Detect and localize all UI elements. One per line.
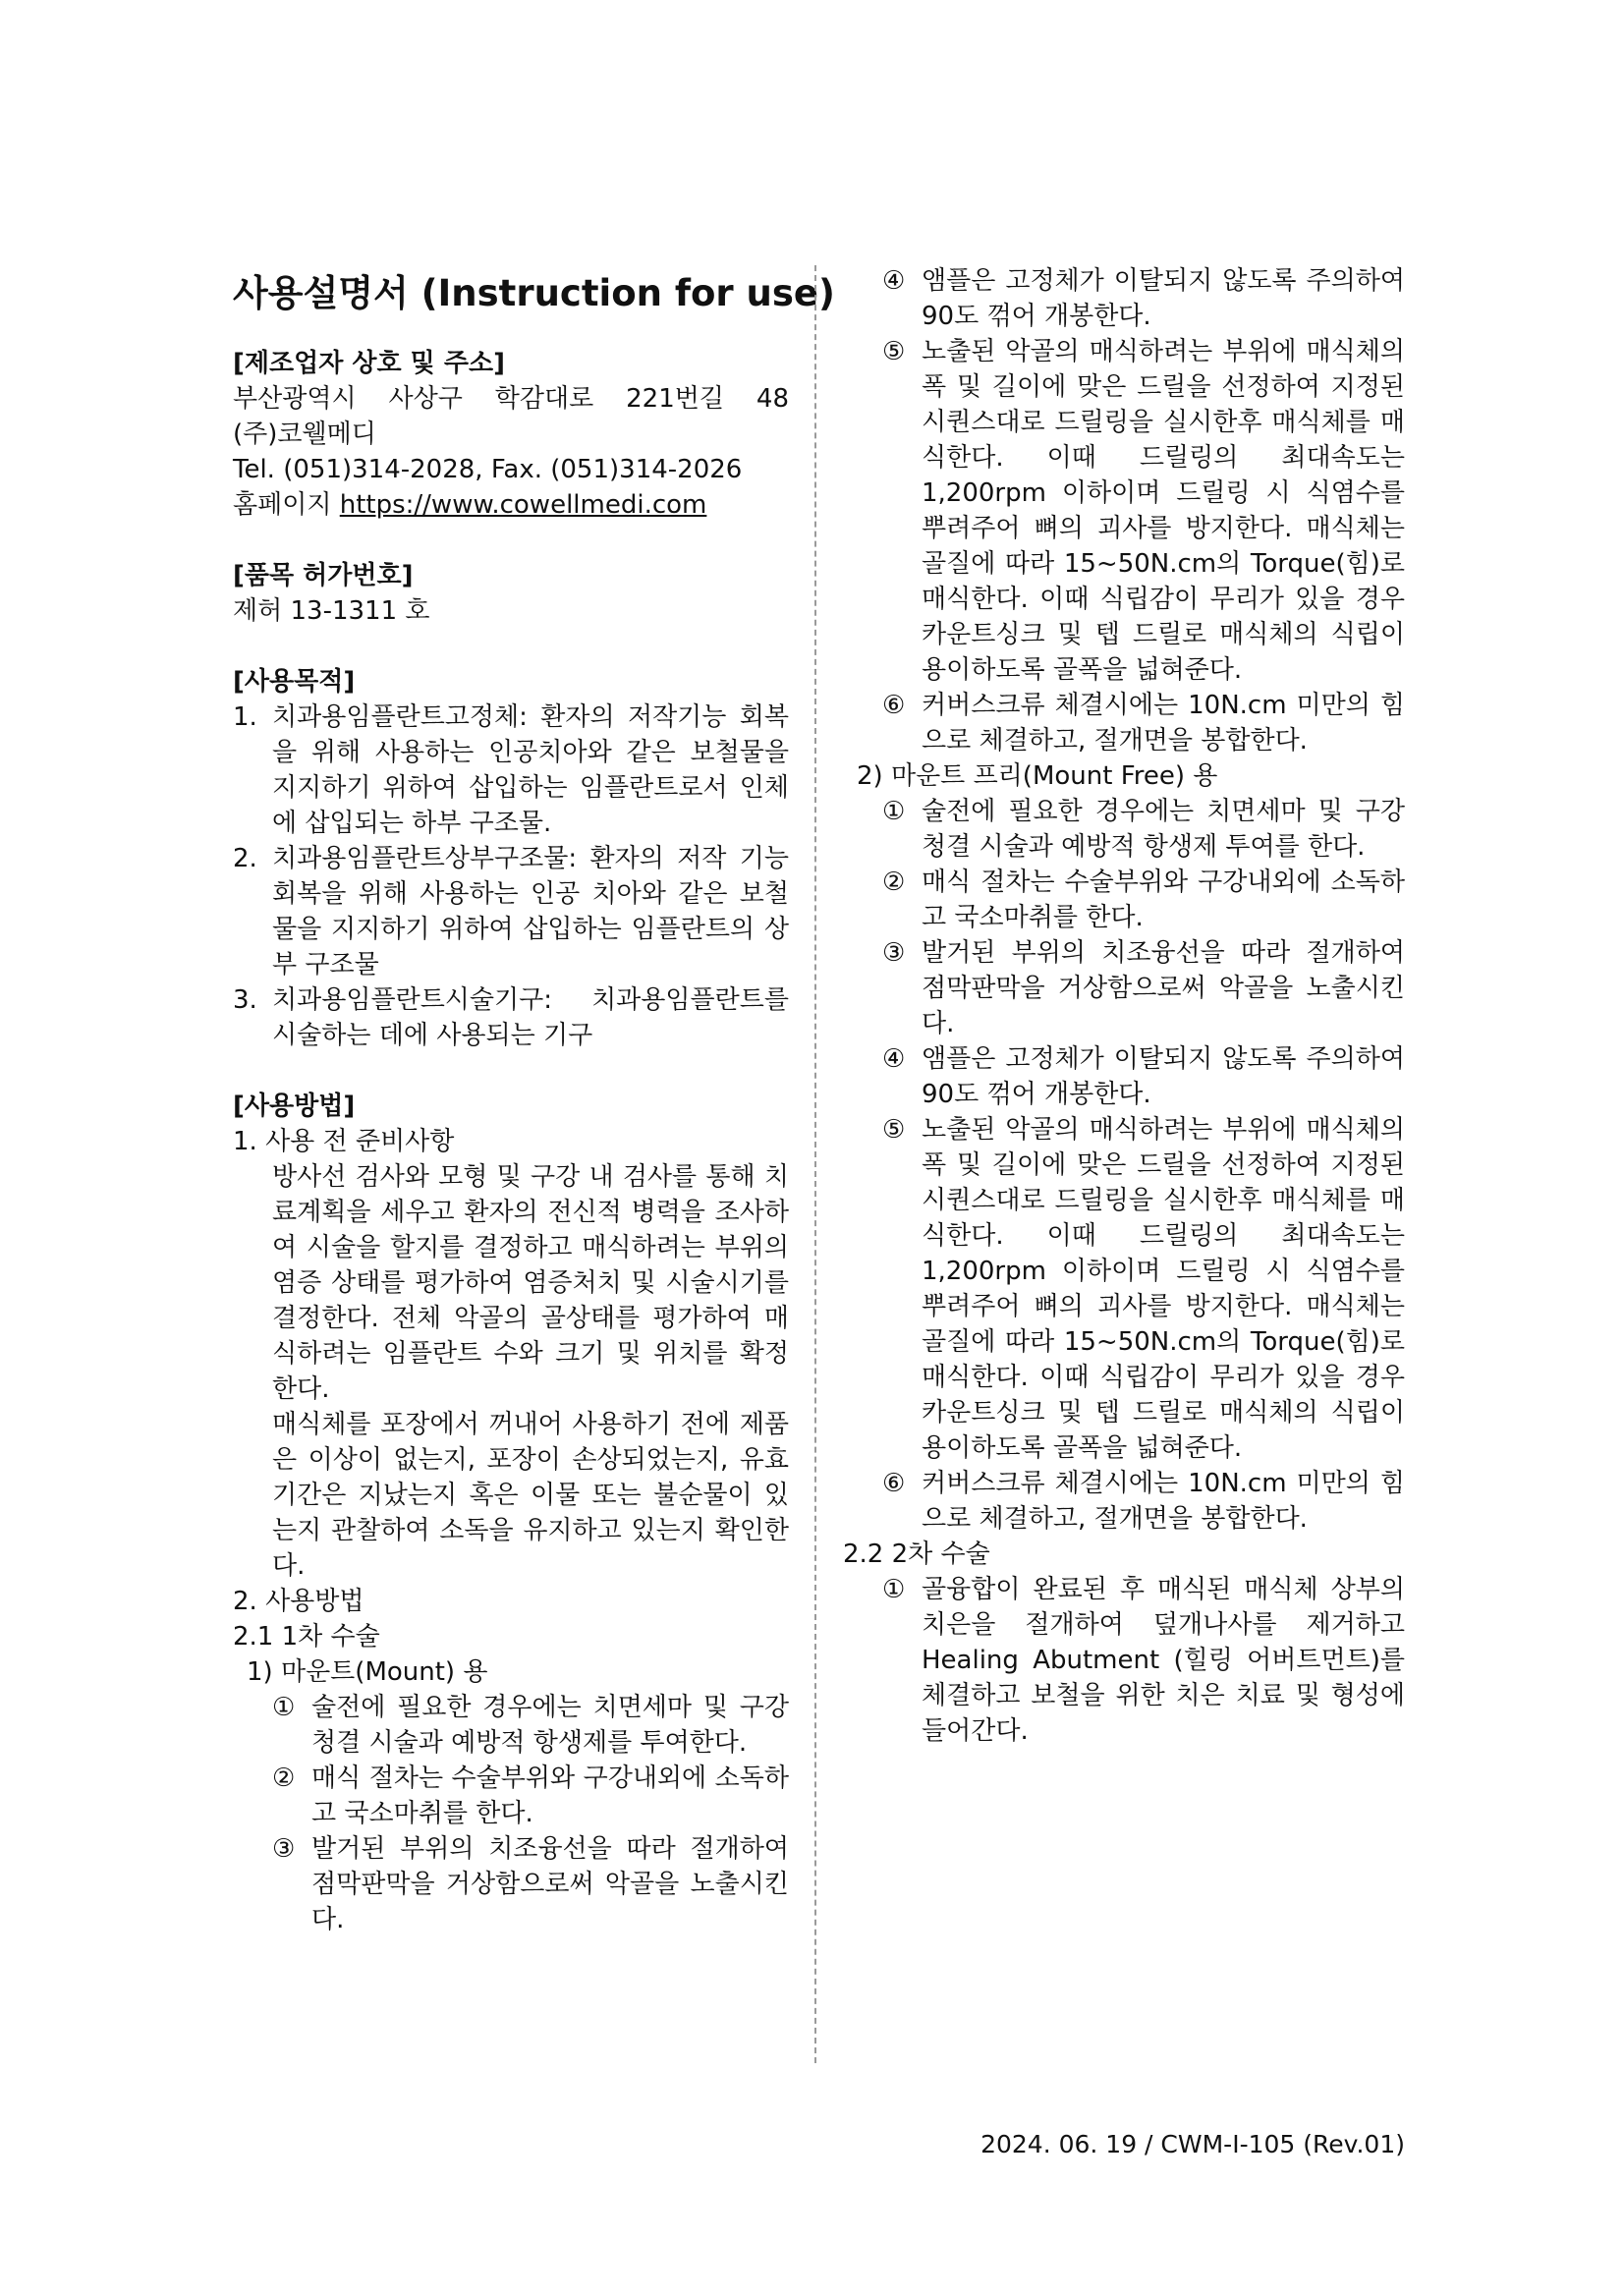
step-text: 노출된 악골의 매식하려는 부위에 매식체의 폭 및 길이에 맞은 드릴을 선정하여 지정된 시퀀스대로 드릴링을 실시한후 매식체를 매식한다. 이때 드릴링의 최대속도는 1,200rpm 이하이며 드릴링 시 식염수를 뿌려주어 뼈의 괴사를 방지한다. 매식체는 골질에 따라 15~50N.cm의 Torque(힘)로 매식한다. 이때 식립감이 무리가 있을 경우 카운트싱크 및 텝 드릴로 매식체의 식립이 용이하도록 골폭을 넓혀준다.: [922, 337, 1405, 685]
purpose-item: [233, 841, 789, 982]
step-mark: ⑥: [882, 691, 906, 720]
mount-step: [272, 1690, 789, 1761]
purpose-item-number: 3.: [233, 985, 257, 1015]
license-section: [233, 558, 789, 629]
manufacturer-homepage: [233, 487, 789, 523]
column-divider: [814, 265, 816, 2063]
manufacturer-heading: [제조업자 상호 및 주소]: [233, 349, 505, 378]
document-footer: 2024. 06. 19 / CWM-I-105 (Rev.01): [980, 2130, 1405, 2158]
method-section: [233, 1089, 789, 1937]
purpose-item-text: 치과용임플란트고정체: 환자의 저작기능 회복을 위해 사용하는 인공치아와 같은 보철물을 지지하기 위하여 삽입하는 임플란트로서 인체에 삽입되는 하부 구조물.: [272, 702, 789, 838]
step-mark: ④: [882, 266, 906, 296]
mount-free-steps: [843, 794, 1405, 1537]
mount-free-step: [882, 794, 1405, 865]
homepage-link[interactable]: https://www.cowellmedi.com: [339, 490, 707, 520]
mount-step: [272, 1761, 789, 1831]
second-steps: [843, 1572, 1405, 1749]
step-mark: ①: [272, 1693, 296, 1722]
step-mark: ⑤: [882, 337, 906, 366]
step-mark: ④: [882, 1044, 906, 1074]
purpose-item: [233, 700, 789, 841]
mount-free-step: [882, 1112, 1405, 1466]
step-text: 매식 절차는 수술부위와 구강내외에 소독하고 국소마취를 한다.: [311, 1764, 789, 1828]
step-mark: ②: [882, 868, 906, 897]
purpose-item: [233, 982, 789, 1053]
mount-steps: [233, 1690, 789, 1937]
purpose-heading: [사용목적]: [233, 667, 356, 697]
mount-step: [272, 1831, 789, 1937]
step-text: 커버스크류 체결시에는 10N.cm 미만의 힘으로 체결하고, 절개면을 봉합한다.: [922, 691, 1405, 756]
mount-free-step: [882, 1466, 1405, 1537]
prep-paragraph-2: 매식체를 포장에서 꺼내어 사용하기 전에 제품은 이상이 없는지, 포장이 손상되었는지, 유효기간은 지났는지 혹은 이물 또는 불순물이 있는지 관찰하여 소독을 유지하고 있는지 확인한다.: [272, 1410, 789, 1581]
right-column: [843, 263, 1405, 1749]
second-step: [882, 1572, 1405, 1749]
step-text: 매식 절차는 수술부위와 구강내외에 소독하고 국소마취를 한다.: [922, 868, 1405, 932]
mount-title: 1) 마운트(Mount) 용: [247, 1657, 488, 1687]
use-title: 2. 사용방법: [233, 1587, 364, 1616]
mount-free-step: [882, 935, 1405, 1041]
prep-paragraph-1: 방사선 검사와 모형 및 구강 내 검사를 통해 치료계획을 세우고 환자의 전신적 병력을 조사하여 시술을 할지를 결정하고 매식하려는 부위의 염증 상태를 평가하여 염증처치 및 시술시기를 결정한다. 전체 악골의 골상태를 평가하여 매식하려는 임플란트 수와 크기 및 위치를 확정한다.: [272, 1162, 789, 1404]
step-text: 노출된 악골의 매식하려는 부위에 매식체의 폭 및 길이에 맞은 드릴을 선정하여 지정된 시퀀스대로 드릴링을 실시한후 매식체를 매식한다. 이때 드릴링의 최대속도는 1,200rpm 이하이며 드릴링 시 식염수를 뿌려주어 뼈의 괴사를 방지한다. 매식체는 골질에 따라 15~50N.cm의 Torque(힘)로 매식한다. 이때 식립감이 무리가 있을 경우 카운트싱크 및 텝 드릴로 매식체의 식립이 용이하도록 골폭을 넓혀준다.: [922, 1115, 1405, 1463]
manufacturer-section: [233, 346, 789, 523]
manufacturer-company: (주)코웰메디: [233, 420, 376, 449]
mount-free-step: [882, 865, 1405, 935]
step-mark: ②: [272, 1764, 296, 1793]
step-mark: ③: [272, 1834, 296, 1864]
step-text: 발거된 부위의 치조융선을 따라 절개하여 점막판막을 거상함으로써 악골을 노출시킨다.: [311, 1834, 789, 1934]
mount-step: [882, 263, 1405, 334]
mount-free-title: 2) 마운트 프리(Mount Free) 용: [857, 761, 1218, 791]
step-mark: ①: [882, 797, 906, 826]
mount-step: [882, 334, 1405, 688]
step-text: 술전에 필요한 경우에는 치면세마 및 구강청결 시술과 예방적 항생제 투여를 한다.: [922, 797, 1405, 862]
method-heading: [사용방법]: [233, 1092, 356, 1121]
purpose-item-text: 치과용임플란트상부구조물: 환자의 저작 기능 회복을 위해 사용하는 인공 치아와 같은 보철물을 지지하기 위하여 삽입하는 임플란트의 상부 구조물: [272, 844, 789, 980]
step-text: 술전에 필요한 경우에는 치면세마 및 구강청결 시술과 예방적 항생제를 투여한다.: [311, 1693, 789, 1758]
step-text: 발거된 부위의 치조융선을 따라 절개하여 점막판막을 거상함으로써 악골을 노출시킨다.: [922, 938, 1405, 1038]
purpose-item-number: 1.: [233, 702, 257, 732]
manufacturer-address: 부산광역시 사상구 학감대로 221번길 48: [233, 384, 789, 414]
step-text: 앰플은 고정체가 이탈되지 않도록 주의하여 90도 꺾어 개봉한다.: [922, 1044, 1405, 1109]
second-surgery-title: 2.2 2차 수술: [843, 1540, 990, 1569]
manufacturer-tel-fax: Tel. (051)314-2028, Fax. (051)314-2026: [233, 455, 743, 484]
first-surgery-title: 2.1 1차 수술: [233, 1622, 380, 1652]
page-title: 사용설명서 (Instruction for use): [233, 272, 835, 314]
homepage-label: 홈페이지: [233, 490, 332, 520]
step-text: 앰플은 고정체가 이탈되지 않도록 주의하여 90도 꺾어 개봉한다.: [922, 266, 1405, 331]
license-number: 제허 13-1311 호: [233, 596, 430, 626]
license-heading: [품목 허가번호]: [233, 561, 414, 590]
step-mark: ③: [882, 938, 906, 968]
step-text: 커버스크류 체결시에는 10N.cm 미만의 힘으로 체결하고, 절개면을 봉합한다.: [922, 1469, 1405, 1534]
mount-free-step: [882, 1041, 1405, 1112]
purpose-item-text: 치과용임플란트시술기구: 치과용임플란트를 시술하는 데에 사용되는 기구: [272, 985, 789, 1050]
step-mark: ①: [882, 1575, 906, 1604]
purpose-item-number: 2.: [233, 844, 257, 873]
left-column: [233, 346, 789, 1973]
step-mark: ⑤: [882, 1115, 906, 1145]
mount-step: [882, 688, 1405, 758]
mount-steps-continued: [843, 263, 1405, 758]
purpose-section: [233, 664, 789, 1053]
step-mark: ⑥: [882, 1469, 906, 1498]
prep-title: 1. 사용 전 준비사항: [233, 1127, 455, 1156]
step-text: 골융합이 완료된 후 매식된 매식체 상부의 치은을 절개하여 덮개나사를 제거하고 Healing Abutment (힐링 어버트먼트)를 체결하고 보철을 위한 치은 치료 및 형성에 들어간다.: [922, 1575, 1405, 1746]
